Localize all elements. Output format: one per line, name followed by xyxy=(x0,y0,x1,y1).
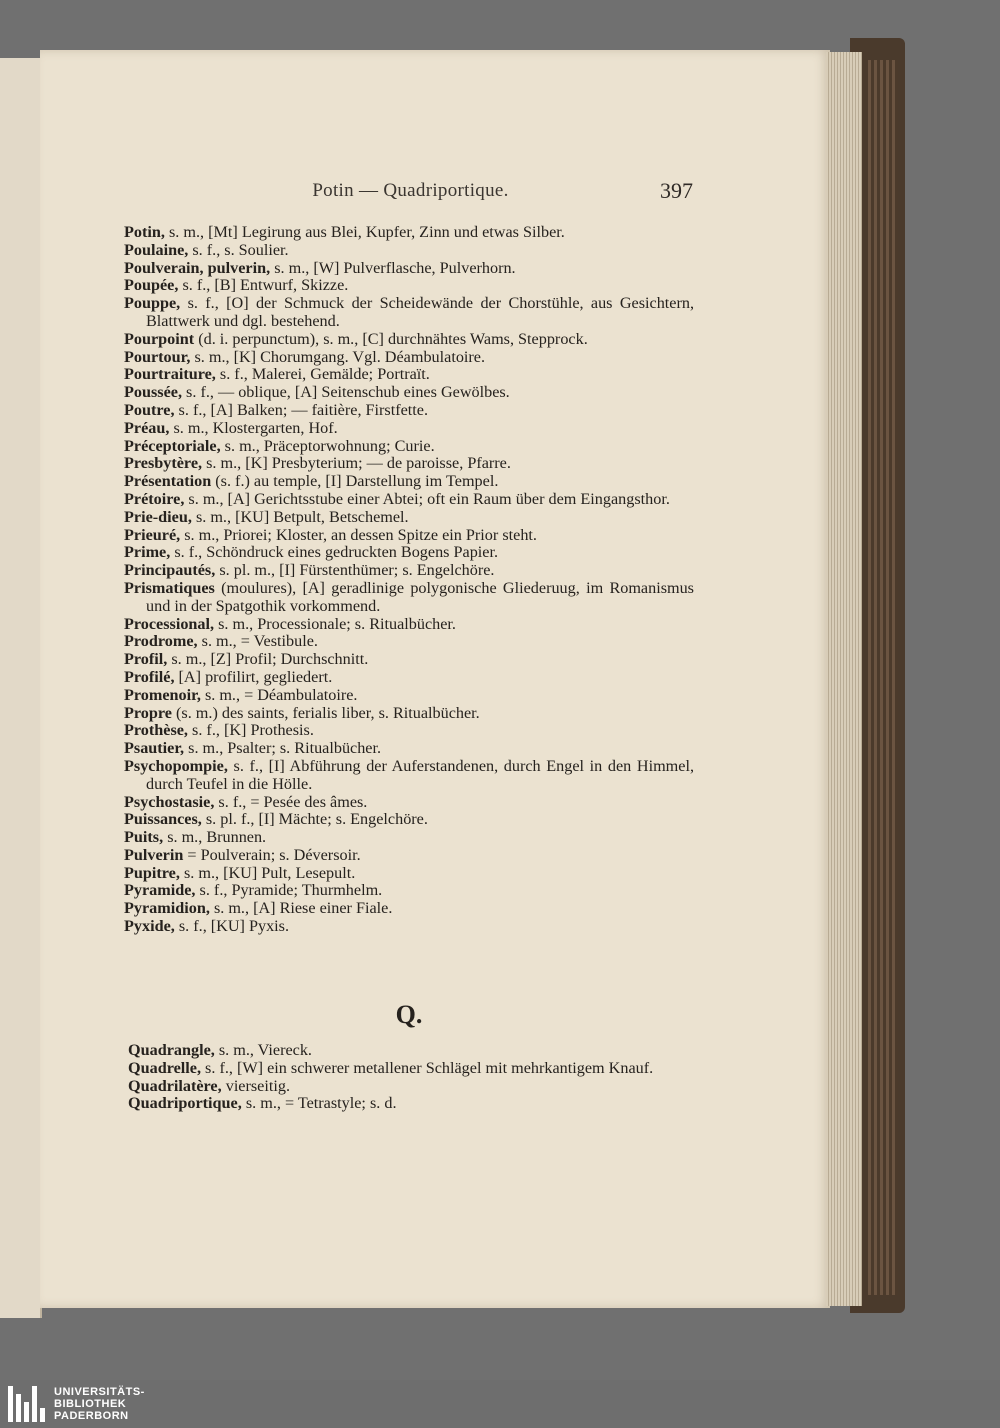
entry-definition: s. pl. f., [I] Mächte; s. Engelchöre. xyxy=(201,810,428,829)
page-edges xyxy=(826,52,862,1306)
entry-headword: Prodrome, xyxy=(124,632,198,651)
library-name xyxy=(54,1386,145,1422)
dictionary-entry xyxy=(124,242,694,260)
entry-headword: Profil, xyxy=(124,650,168,669)
dictionary-entry xyxy=(124,544,694,562)
entry-headword: Quadrangle, xyxy=(128,1041,215,1059)
entry-definition: s. m., Priorei; Kloster, an dessen Spitze ein Prior steht. xyxy=(180,525,537,544)
entry-definition: s. m., [K] Chorumgang. Vgl. Déambulatoire. xyxy=(190,347,486,366)
entry-definition: s. m., [A] Gerichtsstube einer Abtei; oft ein Raum über dem Eingangsthor. xyxy=(184,489,670,508)
entry-headword: Prime, xyxy=(124,543,171,562)
dictionary-entry xyxy=(124,509,694,527)
entry-definition: (d. i. perpunctum), s. m., [C] durchnähtes Wams, Stepprock. xyxy=(194,329,588,348)
entry-headword: Propre xyxy=(124,703,172,722)
entry-headword: Puits, xyxy=(124,828,164,847)
entry-headword: Puissances, xyxy=(124,810,202,829)
entry-definition: s. f., = Pesée des âmes. xyxy=(214,792,368,811)
dictionary-entry xyxy=(124,900,694,918)
entry-definition: = Poulverain; s. Déversoir. xyxy=(183,845,361,864)
library-line: PADERBORN xyxy=(54,1410,129,1422)
dictionary-entry xyxy=(124,882,694,900)
dictionary-entry xyxy=(124,740,694,758)
page-number: 397 xyxy=(660,178,693,203)
entry-headword: Pyramide, xyxy=(124,881,196,900)
entry-definition: (moulures), [A] geradlinige polygonische Gliederuug, im Romanismus und in der Spatgothik vorkommend. xyxy=(146,578,694,615)
library-line: BIBLIOTHEK xyxy=(54,1398,127,1410)
entry-headword: Préau, xyxy=(124,418,170,437)
entry-definition: s. f., [KU] Pyxis. xyxy=(174,917,290,936)
entry-headword: Poulaine, xyxy=(124,240,189,259)
dictionary-entry xyxy=(124,616,694,634)
dictionary-entry xyxy=(124,438,694,456)
entry-definition: s. f., [I] Abführung der Auferstandenen, durch Engel in den Himmel, durch Teufel in die Hölle. xyxy=(146,756,694,793)
entry-definition: (s. f.) au temple, [I] Darstellung im Tempel. xyxy=(211,472,499,491)
dictionary-entry xyxy=(124,633,694,651)
entry-definition: s. m., = Vestibule. xyxy=(197,632,318,651)
entry-headword: Préceptoriale, xyxy=(124,436,221,455)
entry-headword: Pourpoint xyxy=(124,329,195,348)
entry-headword: Psychopompie, xyxy=(124,756,228,775)
dictionary-entry xyxy=(128,1095,693,1113)
entry-definition: s. pl. m., [I] Fürstenthümer; s. Engelchöre. xyxy=(215,561,495,580)
entry-definition: s. m., [Mt] Legirung aus Blei, Kupfer, Zinn und etwas Silber. xyxy=(164,223,565,241)
entry-headword: Pupitre, xyxy=(124,863,180,882)
entry-definition: s. m., [A] Riese einer Fiale. xyxy=(209,899,393,918)
dictionary-entry xyxy=(124,473,694,491)
entry-headword: Prothèse, xyxy=(124,721,188,740)
dictionary-entry xyxy=(124,527,694,545)
dictionary-entry xyxy=(124,420,694,438)
dictionary-entry xyxy=(124,722,694,740)
dictionary-entry xyxy=(124,687,694,705)
entry-definition: [A] profilirt, gegliedert. xyxy=(174,667,333,686)
entry-headword: Potin, xyxy=(124,223,165,241)
entry-headword: Poussée, xyxy=(124,383,182,402)
library-line: UNIVERSITÄTS- xyxy=(54,1386,145,1398)
dictionary-entry xyxy=(124,794,694,812)
entry-headword: Prétoire, xyxy=(124,489,185,508)
entry-definition: s. m., [KU] Pult, Lesepult. xyxy=(179,863,356,882)
section-letter: Q. xyxy=(395,1000,423,1029)
dictionary-entry xyxy=(124,580,694,616)
dictionary-entry xyxy=(128,1078,693,1096)
dictionary-entry xyxy=(124,562,694,580)
entry-headword: Quadrilatère, xyxy=(128,1076,222,1095)
book-spine-edge xyxy=(868,60,898,1295)
dictionary-entry xyxy=(124,669,694,687)
entry-definition: s. f., Pyramide; Thurmhelm. xyxy=(195,881,383,900)
entry-headword: Poupée, xyxy=(124,276,179,295)
dictionary-entry xyxy=(124,295,694,331)
library-footer xyxy=(0,1380,1000,1428)
entry-headword: Processional, xyxy=(124,614,215,633)
dictionary-entry xyxy=(124,277,694,295)
dictionary-entries xyxy=(124,224,694,936)
dictionary-entry xyxy=(128,1042,693,1060)
entry-definition: (s. m.) des saints, ferialis liber, s. Ritualbücher. xyxy=(171,703,480,722)
page-header xyxy=(128,178,693,208)
entry-definition: s. m., Präceptorwohnung; Curie. xyxy=(220,436,435,455)
entry-headword: Pouppe, xyxy=(124,294,181,313)
dictionary-entry xyxy=(124,865,694,883)
facing-page-edge xyxy=(0,58,42,1318)
entry-headword: Poulverain, pulverin, xyxy=(124,258,271,277)
dictionary-entry xyxy=(124,651,694,669)
dictionary-entry xyxy=(124,491,694,509)
entry-definition: s. m., Brunnen. xyxy=(163,828,267,847)
entry-headword: Pourtour, xyxy=(124,347,191,366)
entry-definition: s. f., Malerei, Gemälde; Portraït. xyxy=(215,365,430,384)
entry-headword: Prieuré, xyxy=(124,525,181,544)
entry-definition: s. f., [O] der Schmuck der Scheidewände der Chorstühle, aus Gesichtern, Blattwerk und dgl. bestehend. xyxy=(146,294,694,330)
entry-headword: Pulverin xyxy=(124,845,184,864)
dictionary-entries-q xyxy=(128,1042,693,1113)
dictionary-entry xyxy=(124,705,694,723)
entry-headword: Pourtraiture, xyxy=(124,365,216,384)
running-title: Potin — Quadriportique. xyxy=(312,180,509,201)
entry-definition: s. m., = Déambulatoire. xyxy=(200,685,358,704)
entry-headword: Présentation xyxy=(124,472,212,491)
dictionary-entry xyxy=(128,1060,693,1078)
dictionary-entry xyxy=(124,260,694,278)
entry-definition: s. m., = Tetrastyle; s. d. xyxy=(241,1094,397,1113)
dictionary-entry xyxy=(124,758,694,794)
entry-definition: vierseitig. xyxy=(221,1076,291,1095)
entry-definition: s. m., Psalter; s. Ritualbücher. xyxy=(184,739,382,758)
entry-headword: Psychostasie, xyxy=(124,792,215,811)
dictionary-entry xyxy=(124,455,694,473)
library-logo-icon xyxy=(8,1386,52,1422)
dictionary-entry xyxy=(124,384,694,402)
entry-headword: Quadrelle, xyxy=(128,1058,201,1077)
entry-headword: Pyxide, xyxy=(124,917,175,936)
entry-definition: s. f., [B] Entwurf, Skizze. xyxy=(178,276,349,295)
entry-definition: s. m., [W] Pulverflasche, Pulverhorn. xyxy=(270,258,516,277)
dictionary-entry xyxy=(124,402,694,420)
dictionary-entry xyxy=(124,349,694,367)
dictionary-entry xyxy=(124,224,694,242)
entry-headword: Prie-dieu, xyxy=(124,507,192,526)
dictionary-entry xyxy=(124,331,694,349)
entry-headword: Presbytère, xyxy=(124,454,203,473)
entry-headword: Prismatiques xyxy=(124,578,215,597)
entry-definition: s. m., [K] Presbyterium; — de paroisse, Pfarre. xyxy=(202,454,511,473)
entry-definition: s. m., Klostergarten, Hof. xyxy=(169,418,338,437)
entry-headword: Principautés, xyxy=(124,561,216,580)
entry-headword: Psautier, xyxy=(124,739,185,758)
dictionary-entry xyxy=(124,918,694,936)
entry-definition: s. f., [K] Prothesis. xyxy=(187,721,314,740)
entry-headword: Poutre, xyxy=(124,400,175,419)
entry-definition: s. f., [A] Balken; — faitière, Firstfette. xyxy=(174,400,429,419)
entry-definition: s. f., — oblique, [A] Seitenschub eines Gewölbes. xyxy=(182,383,510,402)
entry-headword: Profilé, xyxy=(124,667,175,686)
entry-definition: s. f., Schöndruck eines gedruckten Bogens Papier. xyxy=(170,543,499,562)
entry-headword: Quadriportique, xyxy=(128,1094,242,1113)
dictionary-entry xyxy=(124,811,694,829)
entry-definition: s. f., [W] ein schwerer metallener Schlägel mit mehrkantigem Knauf. xyxy=(201,1058,654,1077)
dictionary-entry xyxy=(124,847,694,865)
dictionary-entry xyxy=(124,366,694,384)
entry-definition: s. m., Processionale; s. Ritualbücher. xyxy=(214,614,456,633)
dictionary-entry xyxy=(124,829,694,847)
entry-definition: s. m., Viereck. xyxy=(214,1041,312,1059)
entry-definition: s. f., s. Soulier. xyxy=(188,240,289,259)
entry-definition: s. m., [Z] Profil; Durchschnitt. xyxy=(167,650,369,669)
entry-headword: Promenoir, xyxy=(124,685,201,704)
entry-definition: s. m., [KU] Betpult, Betschemel. xyxy=(191,507,409,526)
entry-headword: Pyramidion, xyxy=(124,899,210,918)
